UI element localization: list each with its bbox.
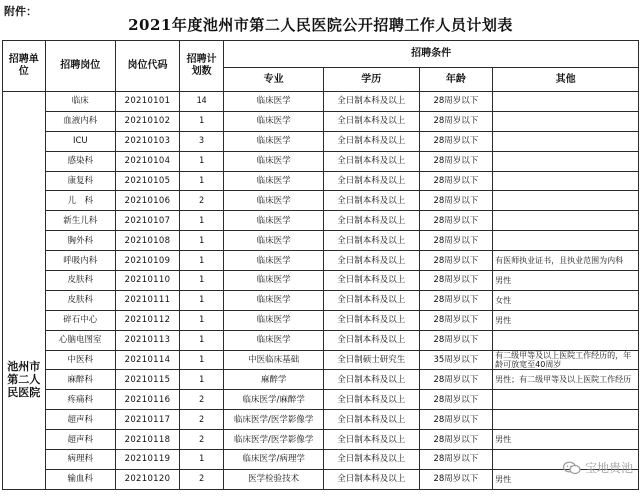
header-other: 其他 [493, 68, 639, 92]
cell-code: 20210103 [116, 131, 180, 151]
cell-other: 女性 [493, 290, 639, 310]
cell-major: 临床医学 [224, 211, 324, 231]
header-position: 招聘岗位 [45, 41, 116, 92]
cell-code: 20210118 [116, 430, 180, 450]
cell-other [493, 92, 639, 112]
cell-major: 临床医学/医学影像学 [224, 430, 324, 450]
header-count: 招聘计划数 [179, 41, 223, 92]
cell-education: 全日制本科及以上 [324, 290, 420, 310]
table-row [3, 469, 639, 489]
cell-code: 20210101 [116, 92, 180, 112]
header-major: 专业 [224, 68, 324, 92]
cell-position: 血液内科 [45, 111, 116, 131]
cell-age: 28周岁以下 [419, 370, 493, 390]
cell-major: 医学检验技术 [224, 469, 324, 489]
table-row [3, 390, 639, 410]
cell-other [493, 171, 639, 191]
cell-position: 呼吸内科 [45, 251, 116, 271]
cell-age: 28周岁以下 [419, 410, 493, 430]
table-row [3, 430, 639, 450]
cell-position: 中医科 [45, 350, 116, 370]
cell-major: 临床医学 [224, 92, 324, 112]
cell-major: 中医临床基础 [224, 350, 324, 370]
cell-education: 全日制本科及以上 [324, 171, 420, 191]
cell-other [493, 111, 639, 131]
cell-count: 1 [179, 211, 223, 231]
cell-age: 35周岁以下 [419, 350, 493, 370]
cell-count: 2 [179, 430, 223, 450]
header-age: 年龄 [419, 68, 493, 92]
cell-age: 28周岁以下 [419, 251, 493, 271]
cell-education: 全日制本科及以上 [324, 390, 420, 410]
cell-position: 疼痛科 [45, 390, 116, 410]
cell-code: 20210106 [116, 191, 180, 211]
cell-education: 全日制本科及以上 [324, 111, 420, 131]
cell-major: 临床医学 [224, 111, 324, 131]
cell-position: 超声科 [45, 410, 116, 430]
document-title: 2021年度池州市第二人民医院公开招聘工作人员计划表 [128, 16, 513, 34]
cell-education: 全日制本科及以上 [324, 211, 420, 231]
header-conditions: 招聘条件 [224, 41, 639, 68]
cell-code: 20210119 [116, 450, 180, 470]
cell-count: 14 [179, 92, 223, 112]
cell-other: 男性 [493, 469, 639, 489]
table-row [3, 330, 639, 350]
cell-other [493, 131, 639, 151]
cell-education: 全日制本科及以上 [324, 410, 420, 430]
cell-education: 全日制本科及以上 [324, 271, 420, 291]
cell-education: 全日制硕士研究生 [324, 350, 420, 370]
cell-other [493, 151, 639, 171]
table-row [3, 370, 639, 390]
cell-code: 20210102 [116, 111, 180, 131]
cell-education: 全日制本科及以上 [324, 310, 420, 330]
cell-major: 临床医学 [224, 271, 324, 291]
cell-count: 2 [179, 191, 223, 211]
cell-other: 男性 [493, 310, 639, 330]
table-row [3, 251, 639, 271]
cell-count: 1 [179, 330, 223, 350]
cell-code: 20210104 [116, 151, 180, 171]
table-row [3, 111, 639, 131]
header-unit: 招聘单位 [3, 41, 46, 92]
cell-other [493, 410, 639, 430]
cell-count: 1 [179, 151, 223, 171]
cell-position: 新生儿科 [45, 211, 116, 231]
cell-position: 儿 科 [45, 191, 116, 211]
cell-education: 全日制本科及以上 [324, 191, 420, 211]
cell-major: 临床医学 [224, 330, 324, 350]
cell-count: 1 [179, 231, 223, 251]
table-row [3, 450, 639, 470]
cell-code: 20210112 [116, 310, 180, 330]
cell-education: 全日制本科及以上 [324, 469, 420, 489]
cell-count: 3 [179, 131, 223, 151]
cell-code: 20210120 [116, 469, 180, 489]
cell-age: 28周岁以下 [419, 430, 493, 450]
cell-other: 有二级甲等及以上医院工作经历的，年龄可放宽至40周岁 [493, 350, 639, 370]
cell-count: 1 [179, 290, 223, 310]
table-row [3, 310, 639, 330]
cell-age: 28周岁以下 [419, 191, 493, 211]
cell-position: 皮肤科 [45, 271, 116, 291]
cell-other [493, 330, 639, 350]
cell-code: 20210113 [116, 330, 180, 350]
cell-other [493, 390, 639, 410]
cell-age: 28周岁以下 [419, 469, 493, 489]
table-row [3, 290, 639, 310]
cell-major: 临床医学 [224, 171, 324, 191]
cell-code: 20210105 [116, 171, 180, 191]
table-row [3, 211, 639, 231]
cell-position: 心脑电图室 [45, 330, 116, 350]
header-education: 学历 [324, 68, 420, 92]
recruitment-plan-table [2, 40, 639, 490]
watermark [563, 459, 633, 476]
attachment-label: 附件： [4, 5, 37, 18]
table-row [3, 350, 639, 370]
cell-education: 全日制本科及以上 [324, 370, 420, 390]
cell-major: 临床医学/病理学 [224, 450, 324, 470]
cell-count: 1 [179, 251, 223, 271]
cell-code: 20210110 [116, 271, 180, 291]
cell-position: 输血科 [45, 469, 116, 489]
cell-code: 20210115 [116, 370, 180, 390]
chat-bubble-icon [563, 461, 581, 475]
cell-major: 临床医学 [224, 131, 324, 151]
cell-age: 28周岁以下 [419, 290, 493, 310]
cell-education: 全日制本科及以上 [324, 450, 420, 470]
cell-code: 20210107 [116, 211, 180, 231]
cell-age: 28周岁以下 [419, 211, 493, 231]
cell-unit: 池州市第二人民医院 [3, 92, 46, 490]
cell-count: 1 [179, 111, 223, 131]
cell-major: 临床医学 [224, 310, 324, 330]
cell-code: 20210109 [116, 251, 180, 271]
cell-position: 临床 [45, 92, 116, 112]
cell-other: 男性；有二级甲等及以上医院工作经历 [493, 370, 639, 390]
cell-other: 有医师执业证书，且执业范围为内科 [493, 251, 639, 271]
table-row [3, 92, 639, 112]
cell-major: 临床医学 [224, 231, 324, 251]
cell-count: 1 [179, 171, 223, 191]
cell-position: ICU [45, 131, 116, 151]
cell-code: 20210108 [116, 231, 180, 251]
cell-major: 临床医学 [224, 290, 324, 310]
cell-education: 全日制本科及以上 [324, 430, 420, 450]
cell-major: 临床医学 [224, 191, 324, 211]
table-body [3, 92, 639, 490]
cell-position: 超声科 [45, 430, 116, 450]
cell-other [493, 191, 639, 211]
cell-major: 临床医学 [224, 251, 324, 271]
cell-age: 28周岁以下 [419, 310, 493, 330]
cell-education: 全日制本科及以上 [324, 251, 420, 271]
cell-education: 全日制本科及以上 [324, 330, 420, 350]
cell-education: 全日制本科及以上 [324, 231, 420, 251]
cell-age: 28周岁以下 [419, 450, 493, 470]
cell-position: 胸外科 [45, 231, 116, 251]
table-row [3, 131, 639, 151]
table-row [3, 151, 639, 171]
cell-age: 28周岁以下 [419, 271, 493, 291]
cell-other [493, 231, 639, 251]
table-row [3, 410, 639, 430]
cell-age: 28周岁以下 [419, 92, 493, 112]
cell-major: 麻醉学 [224, 370, 324, 390]
cell-major: 临床医学 [224, 151, 324, 171]
cell-education: 全日制本科及以上 [324, 131, 420, 151]
cell-other: 男性 [493, 430, 639, 450]
cell-position: 碎石中心 [45, 310, 116, 330]
cell-position: 感染科 [45, 151, 116, 171]
cell-age: 28周岁以下 [419, 231, 493, 251]
cell-position: 康复科 [45, 171, 116, 191]
cell-age: 28周岁以下 [419, 330, 493, 350]
cell-count: 2 [179, 469, 223, 489]
cell-code: 20210116 [116, 390, 180, 410]
cell-code: 20210111 [116, 290, 180, 310]
cell-age: 28周岁以下 [419, 390, 493, 410]
cell-education: 全日制本科及以上 [324, 92, 420, 112]
cell-count: 2 [179, 410, 223, 430]
cell-age: 28周岁以下 [419, 131, 493, 151]
cell-education: 全日制本科及以上 [324, 151, 420, 171]
cell-age: 28周岁以下 [419, 171, 493, 191]
cell-count: 1 [179, 450, 223, 470]
cell-major: 临床医学/麻醉学 [224, 390, 324, 410]
table-row [3, 231, 639, 251]
cell-age: 28周岁以下 [419, 151, 493, 171]
watermark-text: 宝地贵池 [584, 461, 633, 475]
cell-count: 2 [179, 390, 223, 410]
cell-major: 临床医学/医学影像学 [224, 410, 324, 430]
cell-count: 1 [179, 310, 223, 330]
cell-count: 1 [179, 350, 223, 370]
table-row [3, 271, 639, 291]
cell-count: 1 [179, 370, 223, 390]
cell-other: 男性 [493, 271, 639, 291]
cell-position: 麻醉科 [45, 370, 116, 390]
cell-position: 病理科 [45, 450, 116, 470]
header-code: 岗位代码 [116, 41, 180, 92]
cell-age: 28周岁以下 [419, 111, 493, 131]
cell-other [493, 211, 639, 231]
table-row [3, 191, 639, 211]
cell-position: 皮肤科 [45, 290, 116, 310]
cell-code: 20210117 [116, 410, 180, 430]
cell-count: 1 [179, 271, 223, 291]
table-row [3, 171, 639, 191]
recruitment-table-region [2, 40, 639, 500]
cell-code: 20210114 [116, 350, 180, 370]
